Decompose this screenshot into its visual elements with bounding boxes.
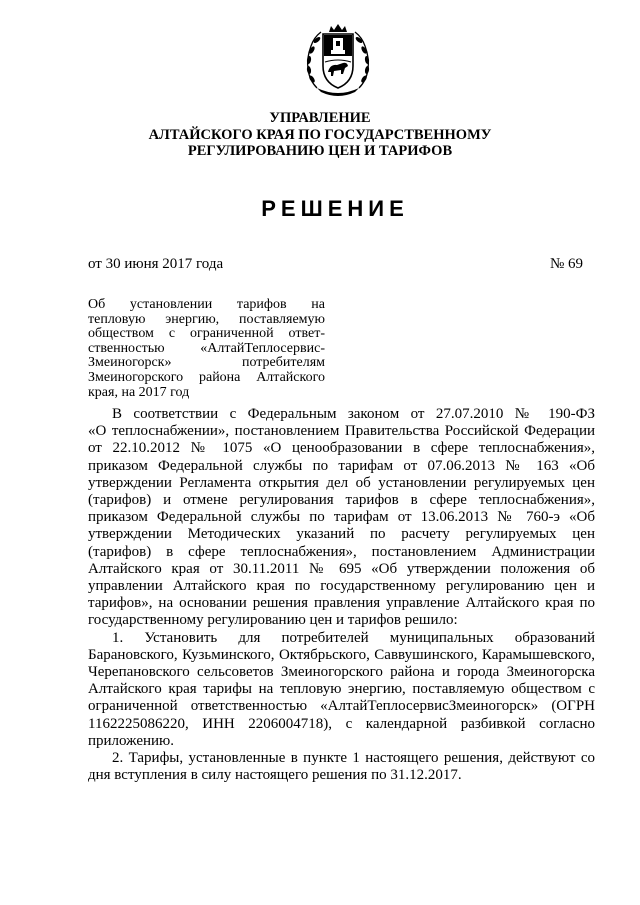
body-line: 1162225086220, ИНН 2206004718), с календарной разбивкой согласно — [88, 715, 595, 732]
body-line: утверждении Методических указаний по расчету регулируемых цен — [88, 526, 595, 543]
subject-line: обществом с ограниченной ответ- — [88, 326, 325, 342]
authority-name — [0, 110, 640, 160]
subject-line: Змеиногорского района Алтайского — [88, 369, 325, 385]
subject-line: тепловую энергию, поставляемую — [88, 311, 325, 327]
document-title: РЕШЕНИЕ — [261, 196, 409, 221]
preamble-paragraph — [88, 406, 595, 630]
body-line: 1. Установить для потребителей муниципальных образований — [112, 629, 595, 646]
body-line: Алтайского края тарифы на тепловую энергию, поставляемую обществом с — [88, 681, 595, 698]
subject-line: Змеиногорск» потребителям — [88, 355, 325, 371]
document-subject — [88, 298, 325, 400]
body-line: ограниченной ответственностью «АлтайТеплосервисЗмеиногорск» (ОГРН — [88, 698, 595, 715]
body-line: утверждении Регламента открытия дел об установлении регулируемых цен — [88, 474, 595, 491]
body-line: приказом Федеральной службы по тарифам от 13.06.2013 № 760-э «Об — [88, 509, 595, 526]
body-line: от 22.10.2012 № 1075 «О ценообразовании в сфере теплоснабжения», — [88, 440, 595, 457]
body-line: Алтайского края от 30.11.2011 № 695 «Об утверждении положения об — [88, 560, 595, 577]
body-line: (тарифов) и отмене регулирования тарифов в сфере теплоснабжения», — [88, 492, 595, 509]
body-line: Барановского, Кузьминского, Октябрьского, Саввушинского, Карамышевского, — [88, 646, 595, 663]
altai-krai-coat-of-arms-icon — [303, 22, 373, 98]
authority-line: УПРАВЛЕНИЕ — [269, 110, 371, 126]
subject-line: края, на 2017 год — [88, 384, 190, 400]
body-line: дня вступления в силу настоящего решения по 31.12.2017. — [88, 767, 462, 784]
body-line: тарифов», на основании решения правления управление Алтайского края по — [88, 595, 595, 612]
document-date: от 30 июня 2017 года — [88, 256, 224, 272]
body-line: В соответствии с Федеральным законом от 27.07.2010 № 190-ФЗ — [112, 406, 595, 422]
document-number: № 69 — [549, 256, 583, 272]
body-line: 2. Тарифы, установленные в пункте 1 настоящего решения, действуют со — [112, 750, 595, 767]
body-line: управлении Алтайского края по государственному регулированию цен и — [88, 578, 595, 595]
body-line: государственному регулированию цен и тарифов решило: — [88, 612, 458, 629]
body-line: приложению. — [88, 732, 175, 749]
subject-line: Об установлении тарифов на — [88, 297, 325, 312]
authority-line: АЛТАЙСКОГО КРАЯ ПО ГОСУДАРСТВЕННОМУ — [148, 126, 492, 143]
item-1-paragraph — [88, 630, 595, 750]
body-line: Черепановского сельсоветов Змеиногорского района и города Змеиногорска — [88, 664, 595, 681]
authority-line: РЕГУЛИРОВАНИЮ ЦЕН И ТАРИФОВ — [187, 143, 453, 159]
body-line: (тарифов) в сфере теплоснабжения», постановлением Администрации — [88, 543, 595, 560]
body-line: «О теплоснабжении», постановлением Правительства Российской Федерации — [88, 423, 595, 440]
body-line: приказом Федеральной службы по тарифам от 07.06.2013 № 163 «Об — [88, 457, 595, 474]
document-body — [88, 406, 595, 784]
item-2-paragraph — [88, 750, 595, 784]
subject-line: ственностью «АлтайТеплосервис- — [88, 340, 325, 356]
